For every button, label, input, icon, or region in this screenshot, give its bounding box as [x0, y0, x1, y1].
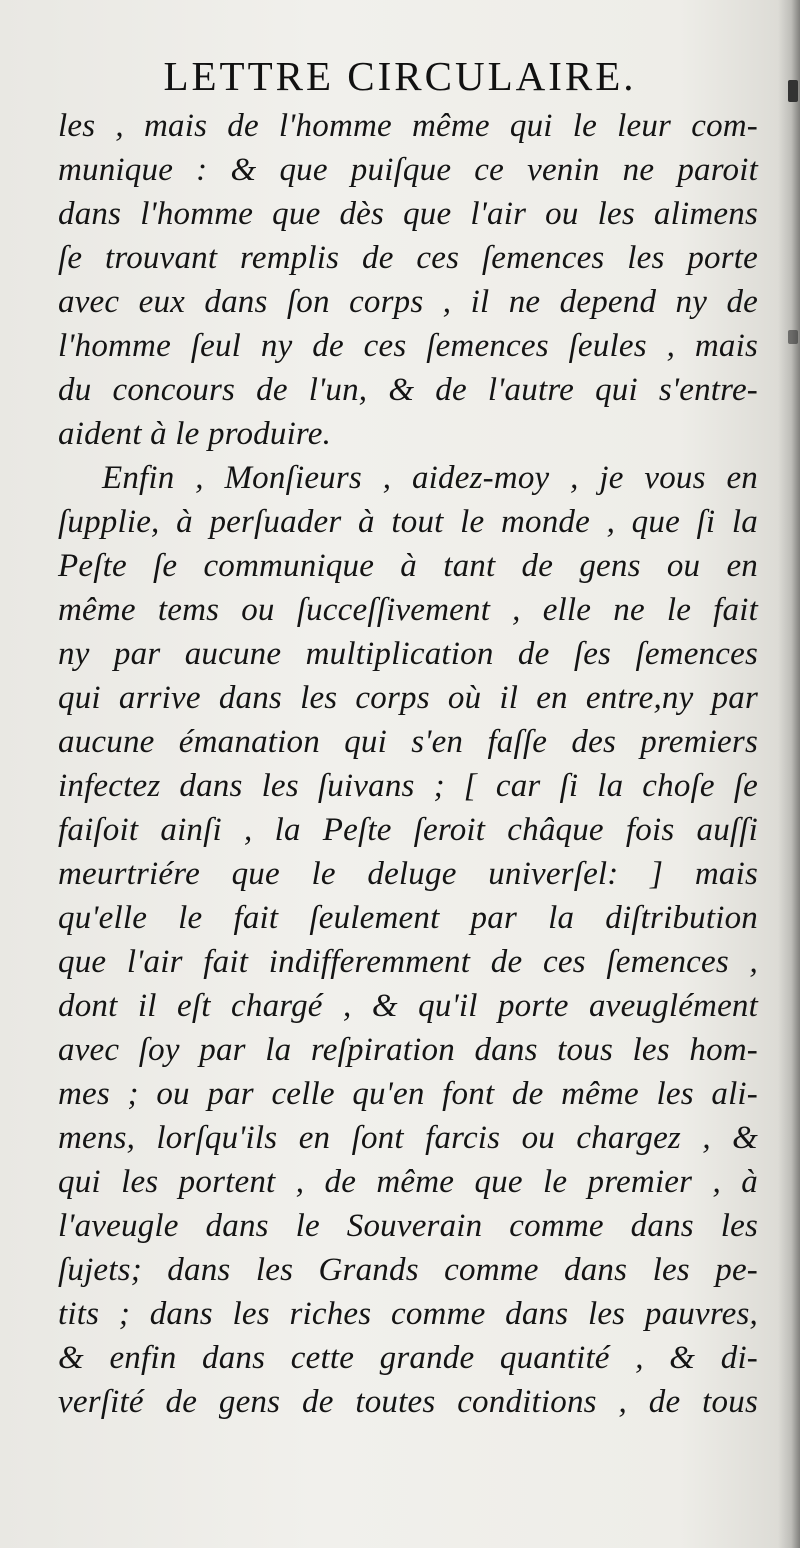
text-line: dans l'homme que dès que l'air ou les alimens [58, 196, 758, 232]
text-line: ſe trouvant remplis de ces ſemences les porte [58, 240, 758, 276]
text-line: Enfin , Monſieurs , aidez-moy , je vous en [102, 460, 758, 496]
text-line: qu'elle le fait ſeulement par la diſtribution [58, 900, 758, 936]
text-line: qui arrive dans les corps où il en entre,ny par [58, 680, 758, 716]
text-line: ny par aucune multiplication de ſes ſemences [58, 636, 758, 672]
page-gutter-shadow [778, 0, 800, 1548]
text-line: l'aveugle dans le Souverain comme dans les [58, 1208, 758, 1244]
text-line: mes ; ou par celle qu'en font de même les ali- [58, 1076, 758, 1112]
text-line: faiſoit ainſi , la Peſte ſeroit châque fois auſſi [58, 812, 758, 848]
text-line: meurtriére que le deluge univerſel: ] mais [58, 856, 758, 892]
text-line: avec eux dans ſon corps , il ne depend ny de [58, 284, 758, 320]
text-line: dont il eſt chargé , & qu'il porte aveuglément [58, 988, 758, 1024]
text-line: & enfin dans cette grande quantité , & di- [58, 1340, 758, 1376]
text-line: tits ; dans les riches comme dans les pauvres, [58, 1296, 758, 1332]
text-line: ſupplie, à perſuader à tout le monde , que ſi la [58, 504, 758, 540]
text-line: aucune émanation qui s'en faſſe des premiers [58, 724, 758, 760]
body-text [58, 104, 758, 1424]
text-line: qui les portent , de même que le premier , à [58, 1164, 758, 1200]
text-line: munique : & que puiſque ce venin ne paroit [58, 152, 758, 188]
text-line: du concours de l'un, & de l'autre qui s'entre- [58, 372, 758, 408]
text-line: ſujets; dans les Grands comme dans les pe- [58, 1252, 758, 1288]
text-line: que l'air fait indifferemment de ces ſemences , [58, 944, 758, 980]
binding-mark [788, 330, 798, 344]
text-line: verſité de gens de toutes conditions , de tous [58, 1384, 758, 1420]
text-line: l'homme ſeul ny de ces ſemences ſeules , mais [58, 328, 758, 364]
text-line: Peſte ſe communique à tant de gens ou en [58, 548, 758, 584]
text-line: même tems ou ſucceſſivement , elle ne le fait [58, 592, 758, 628]
text-line: avec ſoy par la reſpiration dans tous les hom- [58, 1032, 758, 1068]
text-line: les , mais de l'homme même qui le leur com- [58, 108, 758, 144]
text-line: mens, lorſqu'ils en ſont farcis ou chargez , & [58, 1120, 758, 1156]
text-line: aident à le produire. [58, 416, 332, 452]
text-line: infectez dans les ſuivans ; [ car ſi la choſe ſe [58, 768, 758, 804]
running-title: LETTRE CIRCULAIRE. [163, 53, 637, 99]
